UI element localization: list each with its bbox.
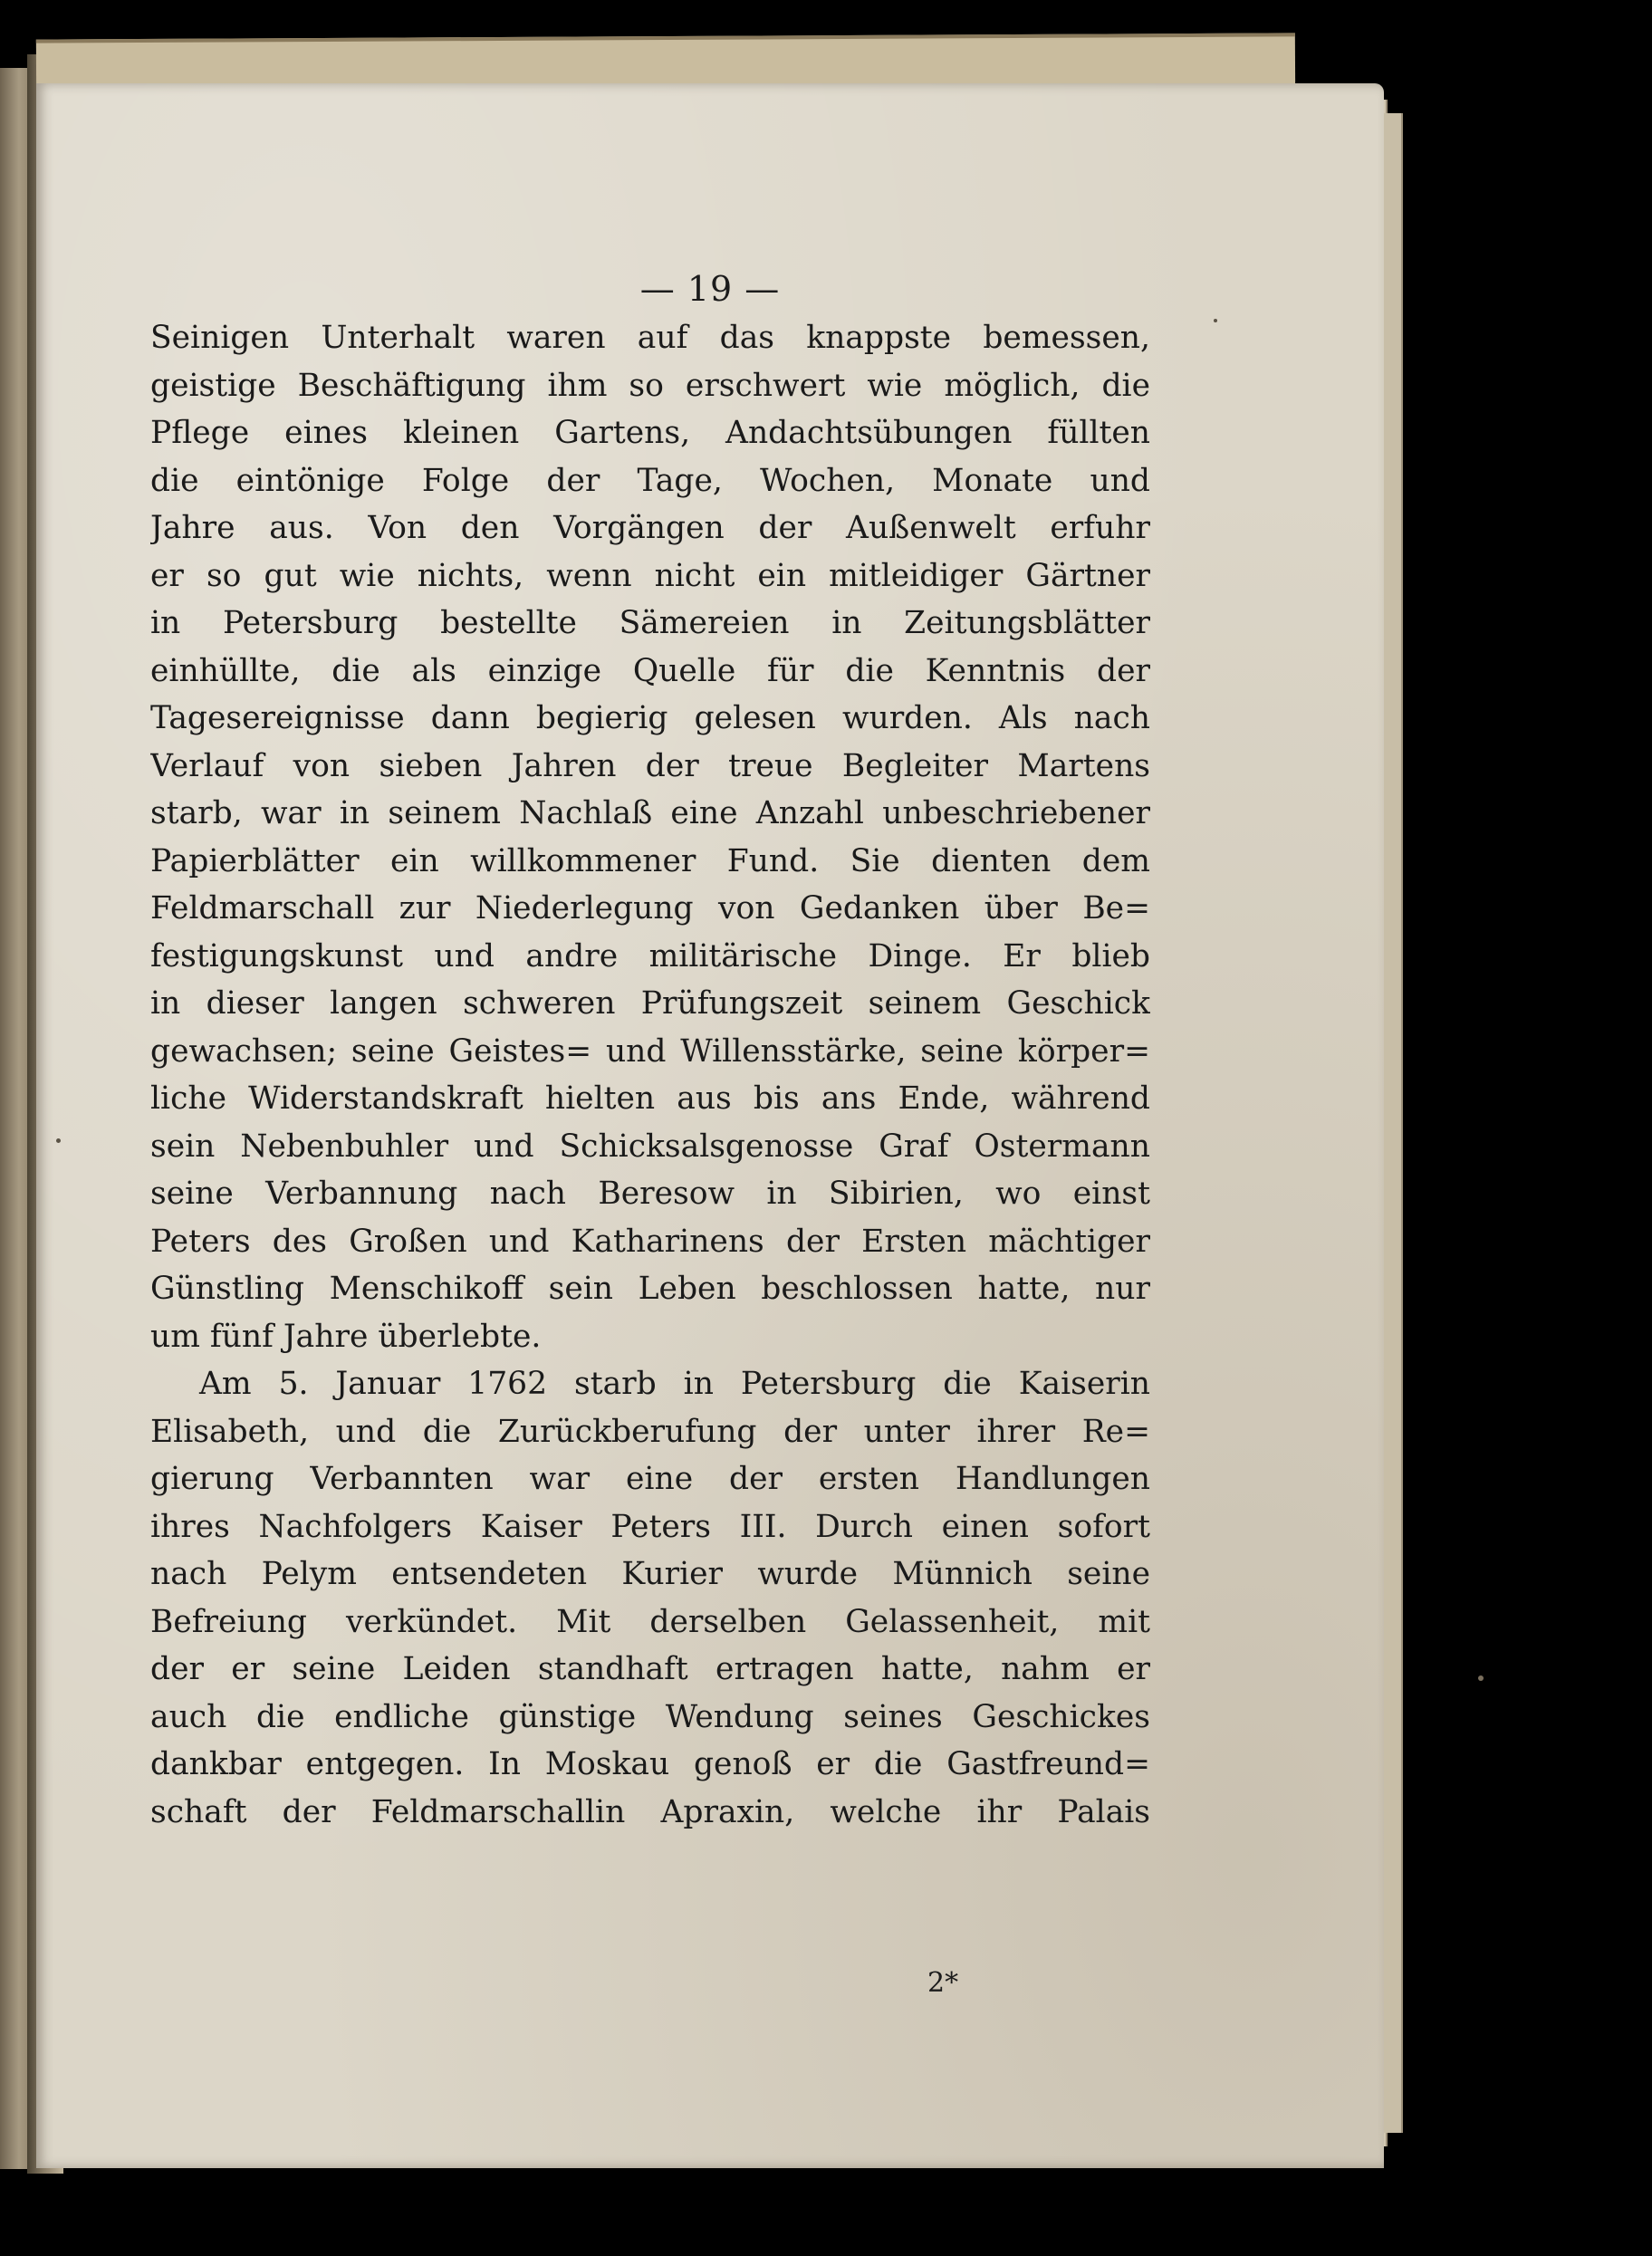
text-line: Seinigen Unterhalt waren auf das knappste bemessen, [150,320,1150,356]
text-line: sein Nebenbuhler und Schicksalsgenosse Graf Ostermann [150,1128,1150,1165]
text-line: einhüllte, die als einzige Quelle für die Kenntnis der [150,652,1150,689]
text-line: Pflege eines kleinen Gartens, Andachtsübungen füllten [150,415,1150,451]
paper-speck [1214,319,1217,322]
text-line: Tagesereignisse dann begierig gelesen wurden. Als nach [150,700,1150,736]
signature-mark: 2* [927,1967,959,1999]
page-stack-edge [1381,113,1403,2133]
text-line: in dieser langen schweren Prüfungszeit seinem Geschick [150,985,1150,1022]
text-line: gierung Verbannten war eine der ersten Handlungen [150,1461,1150,1497]
text-line: festigungskunst und andre militärische Dinge. Er blieb [150,937,1150,974]
text-line: Befreiung verkündet. Mit derselben Gelassenheit, mit [150,1603,1150,1640]
text-line: die eintönige Folge der Tage, Wochen, Monate und [150,462,1150,499]
paragraph-start-line: Am 5. Januar 1762 starb in Petersburg die Kaiserin [199,1366,1150,1402]
text-line: schaft der Feldmarschallin Apraxin, welche ihr Palais [150,1793,1150,1830]
text-line: Feldmarschall zur Niederlegung von Gedanken über Be= [150,890,1150,926]
text-line: Elisabeth, und die Zurückberufung der unter ihrer Re= [150,1413,1150,1450]
book-page [36,83,1384,2168]
text-line: ihres Nachfolgers Kaiser Peters III. Durch einen sofort [150,1508,1150,1545]
text-line: der er seine Leiden standhaft ertragen hatte, nahm er [150,1651,1150,1687]
text-line: dankbar entgegen. In Moskau genoß er die Gastfreund= [150,1746,1150,1782]
paper-speck [56,1138,61,1143]
dust-speck [1478,1675,1484,1681]
page-body-text [150,314,1150,1836]
text-line: gewachsen; seine Geistes= und Willensstärke, seine körper= [150,1032,1150,1070]
text-line: Verlauf von sieben Jahren der treue Begleiter Martens [150,747,1150,784]
text-line: starb, war in seinem Nachlaß eine Anzahl unbeschriebener [150,795,1150,831]
paragraph-end-line: um fünf Jahre überlebte. [150,1318,542,1355]
page-number-header: — 19 — [639,269,781,309]
text-line: in Petersburg bestellte Sämereien in Zeitungsblätter [150,605,1150,641]
text-line: Peters des Großen und Katharinens der Ersten mächtiger [150,1223,1150,1260]
text-line: Papierblätter ein willkommener Fund. Sie dienten dem [150,842,1150,879]
text-line: Jahre aus. Von den Vorgängen der Außenwelt erfuhr [150,510,1150,546]
text-line: seine Verbannung nach Beresow in Sibirien, wo einst [150,1176,1150,1212]
text-line: geistige Beschäftigung ihm so erschwert wie möglich, die [150,367,1150,404]
text-line: Günstling Menschikoff sein Leben beschlossen hatte, nur [150,1271,1150,1307]
text-line: nach Pelym entsendeten Kurier wurde Münnich seine [150,1556,1150,1592]
text-line: liche Widerstandskraft hielten aus bis ans Ende, während [150,1080,1150,1117]
text-line: auch die endliche günstige Wendung seines Geschickes [150,1698,1150,1735]
text-line: er so gut wie nichts, wenn nicht ein mitleidiger Gärtner [150,557,1150,594]
